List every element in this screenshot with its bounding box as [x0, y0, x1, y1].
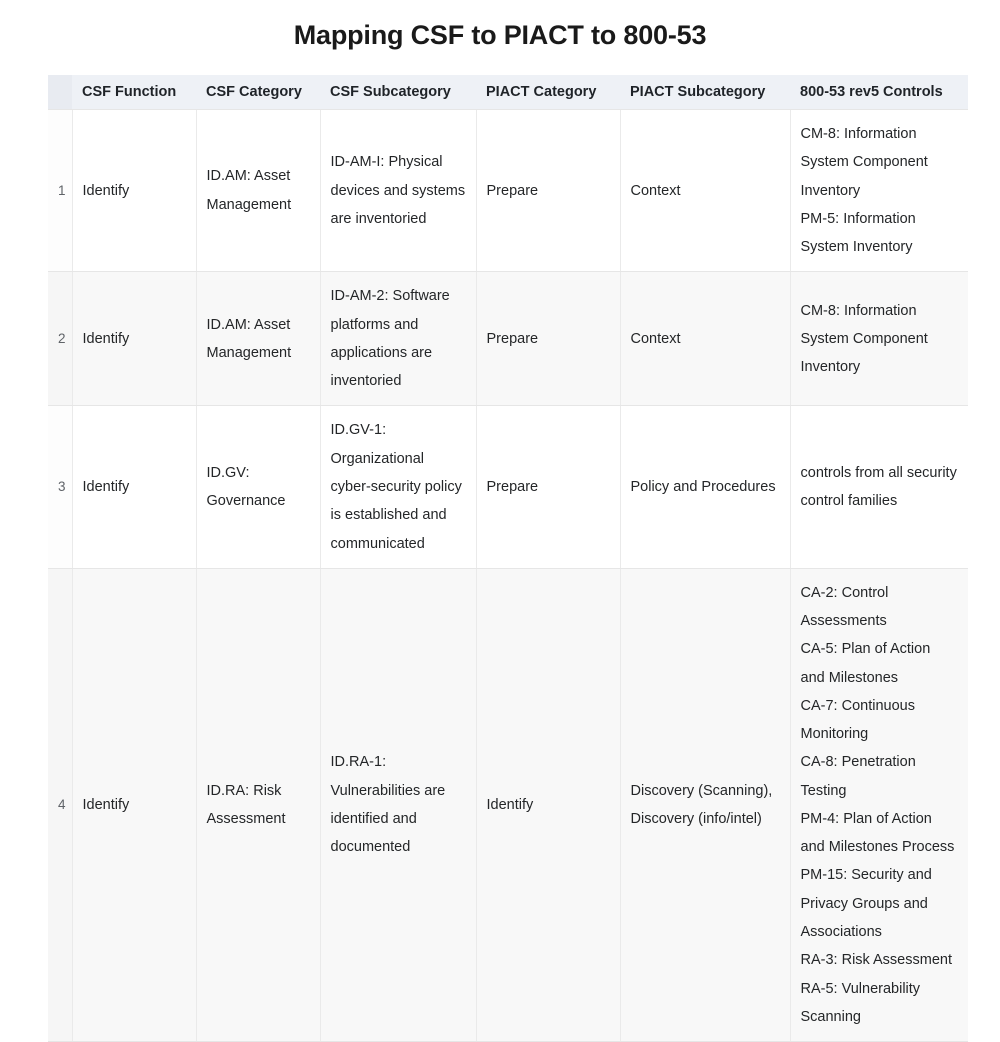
control-item: PM-5: Information System Inventory [800, 210, 916, 256]
cell-800-53-controls [790, 406, 968, 568]
control-item: CA-2: Control Assessments [800, 584, 889, 630]
column-header-piact-subcategory[interactable]: PIACT Subcategory [620, 75, 790, 110]
control-item: CA-8: Penetration Testing [800, 754, 916, 799]
table-body [48, 110, 968, 1042]
table-header-row [48, 75, 968, 110]
cell-piact-subcategory: Context [620, 110, 790, 272]
table-row [48, 406, 968, 568]
cell-piact-category: Identify [476, 568, 620, 1041]
cell-csf-category: ID.AM: Asset Management [196, 272, 320, 406]
control-item: RA-3: Risk Assessment [800, 952, 952, 969]
mapping-table-container [48, 75, 968, 1042]
controls-list [801, 579, 959, 1031]
row-index: 1 [48, 110, 72, 272]
cell-piact-category: Prepare [476, 272, 620, 406]
column-header-csf-subcategory[interactable]: CSF Subcategory [320, 75, 476, 110]
cell-csf-subcategory: ID.RA-1: Vulnerabilities are identified and documented [320, 568, 476, 1041]
controls-list [801, 459, 959, 516]
cell-800-53-controls [790, 568, 968, 1041]
control-item: controls from all security control families [800, 464, 957, 510]
row-index: 3 [48, 406, 72, 568]
cell-piact-subcategory: Context [620, 272, 790, 406]
column-header-piact-category[interactable]: PIACT Category [476, 75, 620, 110]
row-index: 2 [48, 272, 72, 406]
control-item: CA-5: Plan of Action and Milestones [800, 641, 931, 686]
cell-csf-category: ID.GV: Governance [196, 406, 320, 568]
cell-csf-function: Identify [72, 406, 196, 568]
column-header-800-53-controls[interactable]: 800-53 rev5 Controls [790, 75, 968, 110]
column-header-csf-category[interactable]: CSF Category [196, 75, 320, 110]
table-header [48, 75, 968, 110]
cell-piact-category: Prepare [476, 406, 620, 568]
cell-csf-category: ID.RA: Risk Assessment [196, 568, 320, 1041]
controls-list [801, 120, 959, 261]
cell-csf-function: Identify [72, 272, 196, 406]
cell-800-53-controls [790, 110, 968, 272]
cell-piact-subcategory: Policy and Procedures [620, 406, 790, 568]
cell-piact-category: Prepare [476, 110, 620, 272]
table-row [48, 110, 968, 272]
controls-list [801, 297, 959, 382]
control-item: CM-8: Information System Component Inventory [800, 302, 928, 376]
control-item: PM-4: Plan of Action and Milestones Process [800, 810, 955, 856]
page-title: Mapping CSF to PIACT to 800-53 [293, 20, 707, 50]
column-header-index [48, 75, 72, 110]
cell-csf-category: ID.AM: Asset Management [196, 110, 320, 272]
cell-piact-subcategory: Discovery (Scanning), Discovery (info/intel) [620, 568, 790, 1041]
control-item: PM-15: Security and Privacy Groups and Associations [800, 867, 932, 940]
cell-csf-function: Identify [72, 110, 196, 272]
table-row [48, 568, 968, 1041]
table-row [48, 272, 968, 406]
column-header-csf-function[interactable]: CSF Function [72, 75, 196, 110]
row-index: 4 [48, 568, 72, 1041]
control-item: CA-7: Continuous Monitoring [800, 697, 915, 743]
control-item: CM-8: Information System Component Inventory [800, 126, 928, 199]
cell-csf-subcategory: ID-AM-2: Software platforms and applications are inventoried [320, 272, 476, 406]
cell-csf-function: Identify [72, 568, 196, 1041]
control-item: RA-5: Vulnerability Scanning [800, 980, 921, 1025]
csf-piact-80053-mapping-table [48, 75, 968, 1042]
cell-csf-subcategory: ID-AM-I: Physical devices and systems are inventoried [320, 110, 476, 272]
cell-800-53-controls [790, 272, 968, 406]
cell-csf-subcategory: ID.GV-1: Organizational cyber-security policy is established and communicated [320, 406, 476, 568]
